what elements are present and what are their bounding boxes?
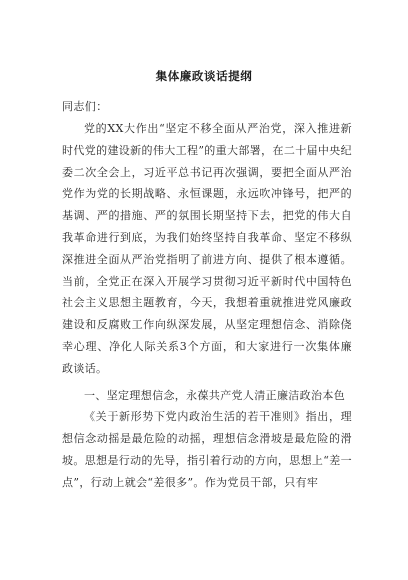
document-body <box>62 118 352 499</box>
salutation: 同志们： <box>62 100 108 113</box>
section-heading-1: 一、坚定理想信念，永葆共产党人清正廉洁政治本色 <box>84 388 346 402</box>
paragraph-section-1: 《关于新形势下党内政治生活的若干准则》指出，理想信念动摇是最危险的动摇，理想信念滑坡是最危险的滑坡。思想是行动的先导，指引着行动的方向，思想上“差一点”，行动上就会“差很多”。作为党员干部，只有牢 <box>62 410 352 489</box>
paragraph-intro: 党的XX大作出“坚定不移全面从严治党，深入推进新时代党的建设新的伟大工程”的重大部署，在二十届中央纪委二次全会上，习近平总书记再次强调，要把全面从严治党作为党的长期战略、永恒课题，永远吹冲锋号，把严的基调、严的措施、严的氛围长期坚持下去，把党的伟大自我革命进行到底，为我们始终坚持自我革命、坚定不移纵深推进全面从严治党指明了前进方向、提供了根本遵循。当前，全党正在深入开展学习贯彻习近平新时代中国特色社会主义思想主题教育，今天，我想着重就推进党风廉政建设和反腐败工作向纵深发展，从坚定理想信念、消除侥幸心理、净化人际关系3个方面，和大家进行一次集体廉政谈话。 <box>62 122 352 375</box>
document-title: 集体廉政谈话提纲 <box>155 69 253 83</box>
